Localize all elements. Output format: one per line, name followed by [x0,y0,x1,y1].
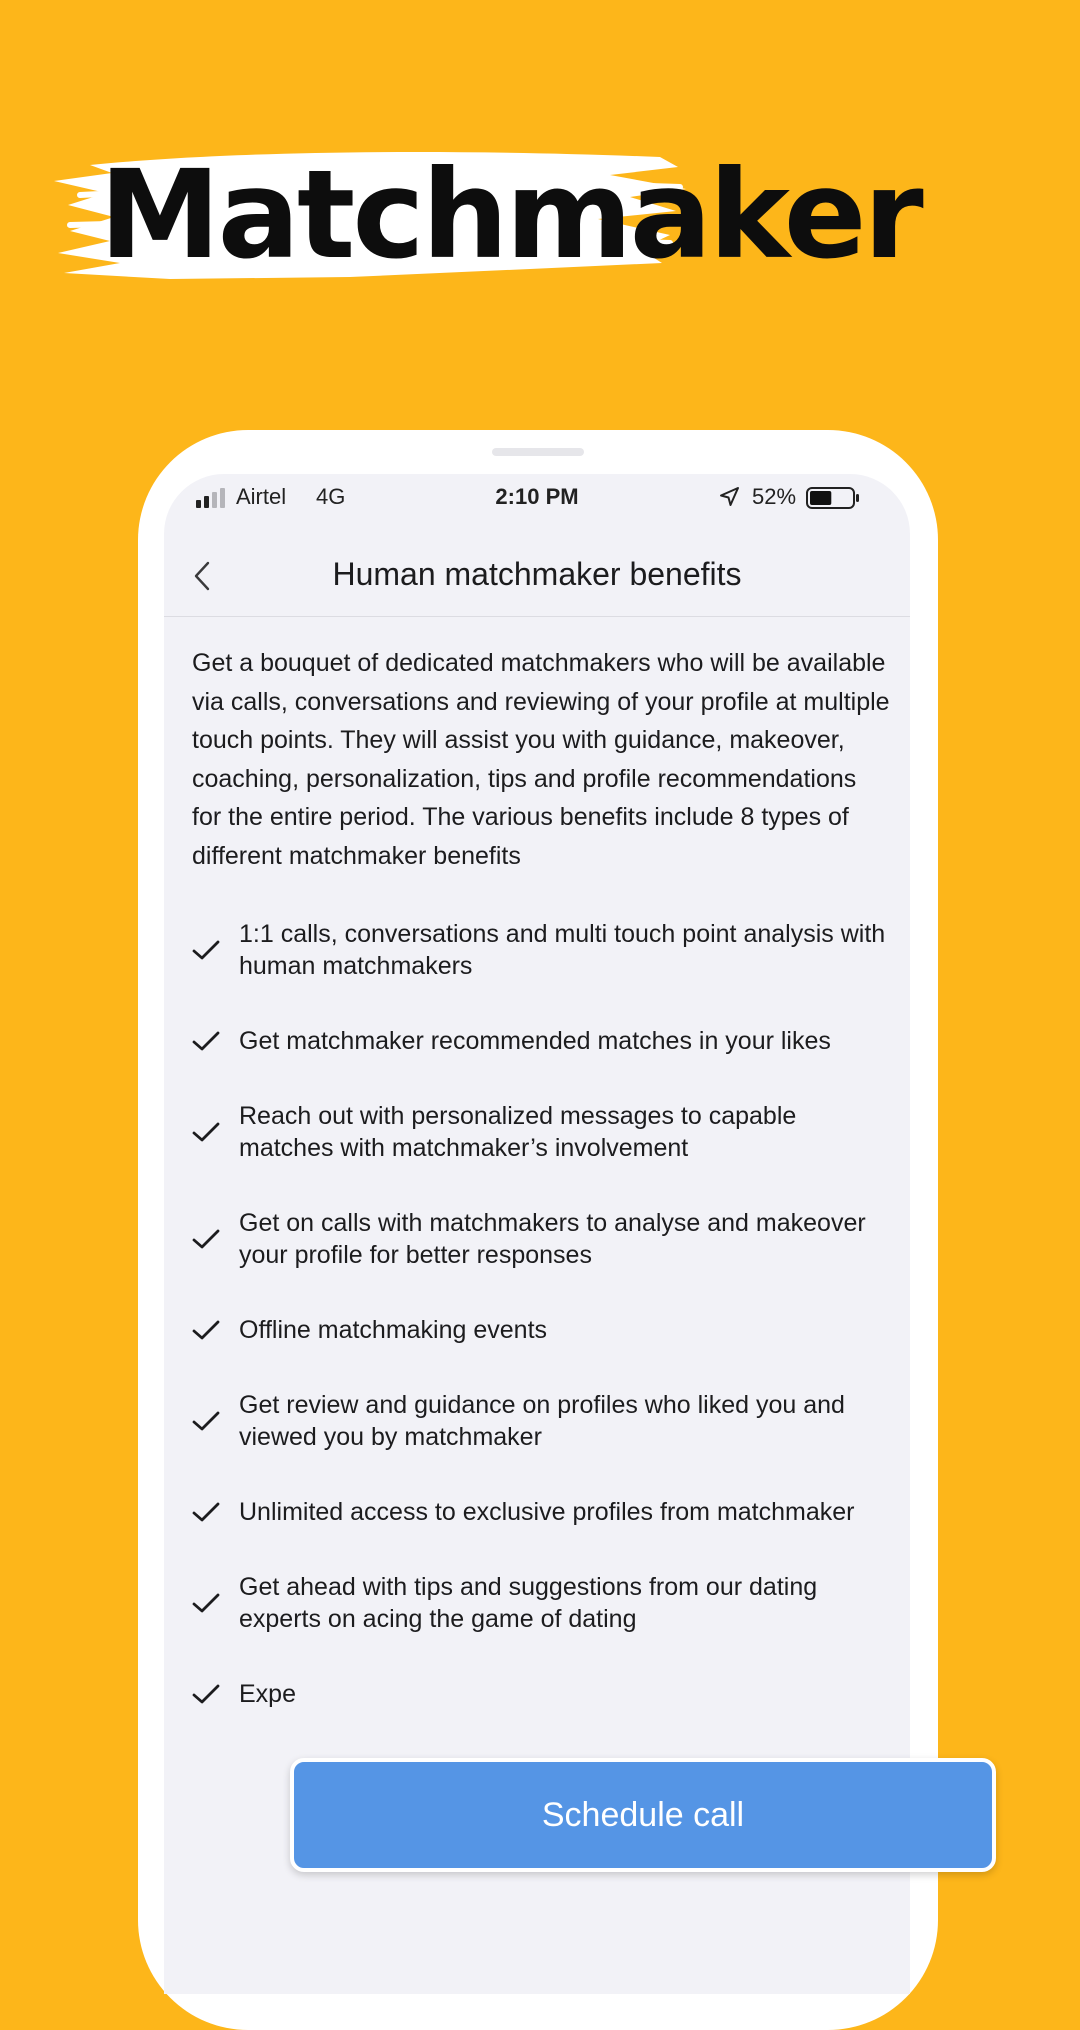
checkmark-icon [192,1410,220,1432]
phone-speaker [492,448,584,456]
checkmark-icon [192,1319,220,1341]
status-bar [164,474,910,518]
benefit-text: Get on calls with matchmakers to analyse and makeover your profile for better responses [239,1208,866,1269]
benefit-item [192,1100,892,1164]
checkmark-icon [192,1592,220,1614]
benefits-list [192,918,892,1710]
benefit-text: 1:1 calls, conversations and multi touch point analysis with human matchmakers [239,919,886,980]
carrier-name: Airtel [236,484,287,509]
benefit-text: Get review and guidance on profiles who liked you and viewed you by matchmaker [239,1390,845,1451]
checkmark-icon [192,1683,220,1705]
benefit-text: Expe [239,1679,296,1708]
headline-title: Matchmaker [99,144,921,286]
benefit-item [192,1207,892,1271]
benefit-item [192,1314,892,1346]
page-title: Human matchmaker benefits [332,556,742,592]
description-text: Get a bouquet of dedicated matchmakers who will be available via calls, conversations and reviewing of your profile at multiple touch points. They will assist you with guidance, makeover, coaching, personalization, tips and profile recommendations for the entire period. The various benefits include 8 types of different matchmaker benefits [192,649,890,870]
benefits-content [192,644,892,1753]
benefit-item [192,1496,892,1528]
benefit-text: Unlimited access to exclusive profiles from matchmaker [239,1497,855,1526]
checkmark-icon [192,1501,220,1523]
battery-icon [806,486,860,510]
network-type: 4G [316,484,346,509]
benefit-item [192,1025,892,1057]
location-arrow-icon [718,486,740,508]
status-time: 2:10 PM [495,484,579,509]
navigation-bar [164,538,910,617]
battery-percent: 52% [752,484,797,509]
schedule-call-button[interactable]: Schedule call [290,1758,996,1872]
checkmark-icon [192,1121,220,1143]
benefit-text: Reach out with personalized messages to capable matches with matchmaker’s involvement [239,1101,797,1162]
benefit-text: Get matchmaker recommended matches in your likes [239,1026,831,1055]
benefit-item [192,1571,892,1635]
checkmark-icon [192,939,220,961]
benefit-text: Get ahead with tips and suggestions from our dating experts on acing the game of dating [239,1572,818,1633]
benefit-item [192,1389,892,1453]
benefit-item [192,918,892,982]
benefit-text: Offline matchmaking events [239,1315,548,1344]
benefit-item [192,1678,892,1710]
checkmark-icon [192,1030,220,1052]
checkmark-icon [192,1228,220,1250]
